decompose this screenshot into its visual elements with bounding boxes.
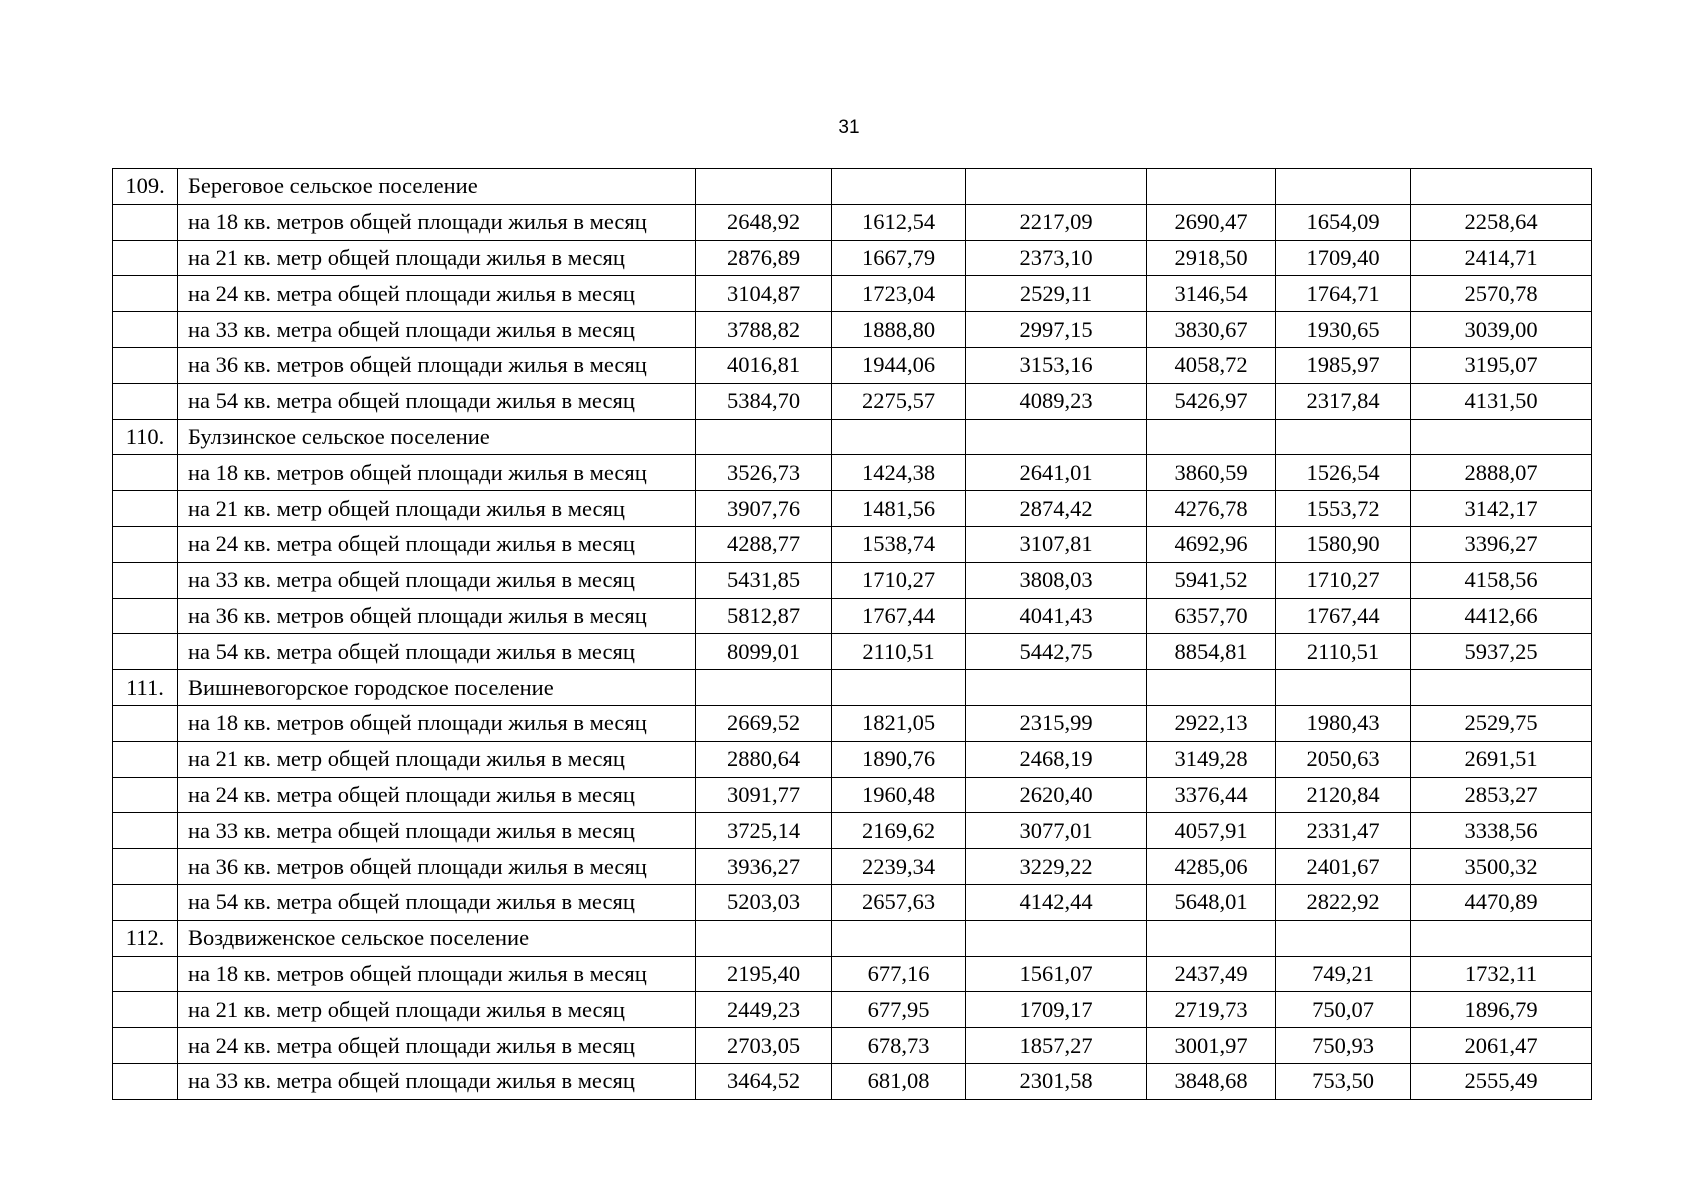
row-number xyxy=(113,849,178,885)
value-cell: 1561,07 xyxy=(966,956,1147,992)
value-cell: 677,16 xyxy=(832,956,966,992)
value-cell: 3338,56 xyxy=(1411,813,1592,849)
value-cell: 4470,89 xyxy=(1411,884,1592,920)
settlement-name: Булзинское сельское поселение xyxy=(178,419,696,455)
row-label: на 36 кв. метров общей площади жилья в месяц xyxy=(178,849,696,885)
value-cell: 2258,64 xyxy=(1411,204,1592,240)
row-label: на 54 кв. метра общей площади жилья в месяц xyxy=(178,383,696,419)
table-row xyxy=(113,813,1592,849)
table-row xyxy=(113,383,1592,419)
value-cell xyxy=(966,419,1147,455)
value-cell xyxy=(696,169,832,205)
value-cell: 1767,44 xyxy=(1276,598,1411,634)
value-cell xyxy=(1411,419,1592,455)
value-cell: 2317,84 xyxy=(1276,383,1411,419)
row-number xyxy=(113,634,178,670)
row-label: на 21 кв. метр общей площади жилья в месяц xyxy=(178,992,696,1028)
value-cell: 1960,48 xyxy=(832,777,966,813)
table-row xyxy=(113,312,1592,348)
row-number xyxy=(113,598,178,634)
value-cell: 2331,47 xyxy=(1276,813,1411,849)
value-cell: 5941,52 xyxy=(1147,562,1276,598)
value-cell: 2050,63 xyxy=(1276,741,1411,777)
value-cell: 1553,72 xyxy=(1276,491,1411,527)
settlement-row xyxy=(113,169,1592,205)
value-cell: 1764,71 xyxy=(1276,276,1411,312)
value-cell: 2853,27 xyxy=(1411,777,1592,813)
row-number xyxy=(113,204,178,240)
value-cell: 3500,32 xyxy=(1411,849,1592,885)
table-row xyxy=(113,455,1592,491)
value-cell: 2239,34 xyxy=(832,849,966,885)
value-cell: 2449,23 xyxy=(696,992,832,1028)
row-number xyxy=(113,813,178,849)
value-cell: 1709,17 xyxy=(966,992,1147,1028)
value-cell: 677,95 xyxy=(832,992,966,1028)
value-cell: 1980,43 xyxy=(1276,705,1411,741)
value-cell: 1930,65 xyxy=(1276,312,1411,348)
value-cell: 750,93 xyxy=(1276,1028,1411,1064)
value-cell: 2373,10 xyxy=(966,240,1147,276)
row-number xyxy=(113,1063,178,1099)
value-cell: 1732,11 xyxy=(1411,956,1592,992)
value-cell: 2110,51 xyxy=(832,634,966,670)
value-cell: 1767,44 xyxy=(832,598,966,634)
table-row xyxy=(113,1028,1592,1064)
value-cell: 4057,91 xyxy=(1147,813,1276,849)
row-number xyxy=(113,312,178,348)
value-cell xyxy=(1411,920,1592,956)
value-cell: 1710,27 xyxy=(1276,562,1411,598)
value-cell xyxy=(966,920,1147,956)
row-label: на 54 кв. метра общей площади жилья в месяц xyxy=(178,634,696,670)
value-cell: 2880,64 xyxy=(696,741,832,777)
value-cell: 2620,40 xyxy=(966,777,1147,813)
settlement-row xyxy=(113,920,1592,956)
row-label: на 24 кв. метра общей площади жилья в месяц xyxy=(178,1028,696,1064)
value-cell: 2275,57 xyxy=(832,383,966,419)
row-number xyxy=(113,1028,178,1064)
table-row xyxy=(113,240,1592,276)
value-cell: 5812,87 xyxy=(696,598,832,634)
value-cell: 3104,87 xyxy=(696,276,832,312)
row-label: на 36 кв. метров общей площади жилья в месяц xyxy=(178,347,696,383)
value-cell: 2719,73 xyxy=(1147,992,1276,1028)
value-cell: 5431,85 xyxy=(696,562,832,598)
row-label: на 18 кв. метров общей площади жилья в месяц xyxy=(178,705,696,741)
table-row xyxy=(113,526,1592,562)
value-cell: 2570,78 xyxy=(1411,276,1592,312)
row-label: на 54 кв. метра общей площади жилья в месяц xyxy=(178,884,696,920)
value-cell xyxy=(832,419,966,455)
row-label: на 18 кв. метров общей площади жилья в месяц xyxy=(178,204,696,240)
value-cell: 3146,54 xyxy=(1147,276,1276,312)
value-cell xyxy=(1147,670,1276,706)
table-body xyxy=(113,169,1592,1100)
value-cell xyxy=(1276,419,1411,455)
value-cell: 3091,77 xyxy=(696,777,832,813)
row-number xyxy=(113,455,178,491)
value-cell xyxy=(832,169,966,205)
value-cell: 4412,66 xyxy=(1411,598,1592,634)
table-row xyxy=(113,777,1592,813)
table-row xyxy=(113,849,1592,885)
settlement-name: Вишневогорское городское поселение xyxy=(178,670,696,706)
tariff-table xyxy=(112,168,1592,1100)
row-number xyxy=(113,884,178,920)
row-number xyxy=(113,956,178,992)
table-row xyxy=(113,992,1592,1028)
value-cell: 5648,01 xyxy=(1147,884,1276,920)
value-cell: 2315,99 xyxy=(966,705,1147,741)
value-cell: 2691,51 xyxy=(1411,741,1592,777)
value-cell xyxy=(696,670,832,706)
value-cell: 6357,70 xyxy=(1147,598,1276,634)
row-number xyxy=(113,777,178,813)
value-cell: 3936,27 xyxy=(696,849,832,885)
value-cell xyxy=(1147,419,1276,455)
row-label: на 24 кв. метра общей площади жилья в месяц xyxy=(178,526,696,562)
row-number xyxy=(113,276,178,312)
value-cell: 3376,44 xyxy=(1147,777,1276,813)
value-cell: 2641,01 xyxy=(966,455,1147,491)
value-cell: 8099,01 xyxy=(696,634,832,670)
value-cell xyxy=(696,920,832,956)
value-cell: 750,07 xyxy=(1276,992,1411,1028)
row-number: 112. xyxy=(113,920,178,956)
row-label: на 21 кв. метр общей площади жилья в месяц xyxy=(178,240,696,276)
value-cell xyxy=(1147,169,1276,205)
value-cell: 3229,22 xyxy=(966,849,1147,885)
value-cell: 3848,68 xyxy=(1147,1063,1276,1099)
value-cell: 2217,09 xyxy=(966,204,1147,240)
value-cell: 681,08 xyxy=(832,1063,966,1099)
value-cell: 3526,73 xyxy=(696,455,832,491)
table-row xyxy=(113,598,1592,634)
value-cell xyxy=(1411,670,1592,706)
value-cell: 4016,81 xyxy=(696,347,832,383)
row-number xyxy=(113,705,178,741)
row-number xyxy=(113,741,178,777)
value-cell: 3725,14 xyxy=(696,813,832,849)
value-cell xyxy=(696,419,832,455)
value-cell xyxy=(832,920,966,956)
value-cell: 1710,27 xyxy=(832,562,966,598)
value-cell: 753,50 xyxy=(1276,1063,1411,1099)
value-cell: 2555,49 xyxy=(1411,1063,1592,1099)
value-cell: 5442,75 xyxy=(966,634,1147,670)
value-cell: 3195,07 xyxy=(1411,347,1592,383)
row-number xyxy=(113,347,178,383)
value-cell: 2414,71 xyxy=(1411,240,1592,276)
value-cell: 3153,16 xyxy=(966,347,1147,383)
row-label: на 18 кв. метров общей площади жилья в месяц xyxy=(178,455,696,491)
value-cell: 2669,52 xyxy=(696,705,832,741)
value-cell: 1896,79 xyxy=(1411,992,1592,1028)
value-cell: 4158,56 xyxy=(1411,562,1592,598)
value-cell: 2690,47 xyxy=(1147,204,1276,240)
value-cell: 2922,13 xyxy=(1147,705,1276,741)
table-row xyxy=(113,204,1592,240)
value-cell: 3907,76 xyxy=(696,491,832,527)
value-cell: 3860,59 xyxy=(1147,455,1276,491)
value-cell: 4276,78 xyxy=(1147,491,1276,527)
row-label: на 24 кв. метра общей площади жилья в месяц xyxy=(178,276,696,312)
table-row xyxy=(113,562,1592,598)
value-cell: 2876,89 xyxy=(696,240,832,276)
value-cell: 8854,81 xyxy=(1147,634,1276,670)
value-cell: 1857,27 xyxy=(966,1028,1147,1064)
table-row xyxy=(113,884,1592,920)
value-cell: 1709,40 xyxy=(1276,240,1411,276)
row-number: 110. xyxy=(113,419,178,455)
value-cell: 3808,03 xyxy=(966,562,1147,598)
value-cell: 2061,47 xyxy=(1411,1028,1592,1064)
value-cell: 1944,06 xyxy=(832,347,966,383)
table-row xyxy=(113,741,1592,777)
settlement-row xyxy=(113,419,1592,455)
value-cell xyxy=(832,670,966,706)
value-cell: 5384,70 xyxy=(696,383,832,419)
value-cell: 1612,54 xyxy=(832,204,966,240)
value-cell: 2529,75 xyxy=(1411,705,1592,741)
value-cell: 4288,77 xyxy=(696,526,832,562)
value-cell: 1424,38 xyxy=(832,455,966,491)
value-cell: 1723,04 xyxy=(832,276,966,312)
value-cell: 2888,07 xyxy=(1411,455,1592,491)
value-cell: 749,21 xyxy=(1276,956,1411,992)
value-cell: 5426,97 xyxy=(1147,383,1276,419)
value-cell: 2874,42 xyxy=(966,491,1147,527)
value-cell: 1481,56 xyxy=(832,491,966,527)
value-cell xyxy=(1276,920,1411,956)
row-number xyxy=(113,526,178,562)
row-number xyxy=(113,240,178,276)
row-label: на 24 кв. метра общей площади жилья в месяц xyxy=(178,777,696,813)
value-cell: 1526,54 xyxy=(1276,455,1411,491)
value-cell xyxy=(1276,670,1411,706)
value-cell: 3001,97 xyxy=(1147,1028,1276,1064)
value-cell: 3396,27 xyxy=(1411,526,1592,562)
row-number: 109. xyxy=(113,169,178,205)
value-cell: 3142,17 xyxy=(1411,491,1592,527)
value-cell: 4142,44 xyxy=(966,884,1147,920)
row-label: на 33 кв. метра общей площади жилья в месяц xyxy=(178,312,696,348)
value-cell: 678,73 xyxy=(832,1028,966,1064)
value-cell: 2918,50 xyxy=(1147,240,1276,276)
value-cell: 1888,80 xyxy=(832,312,966,348)
value-cell: 2169,62 xyxy=(832,813,966,849)
value-cell: 1580,90 xyxy=(1276,526,1411,562)
value-cell: 2195,40 xyxy=(696,956,832,992)
value-cell: 2648,92 xyxy=(696,204,832,240)
value-cell: 2301,58 xyxy=(966,1063,1147,1099)
row-label: на 33 кв. метра общей площади жилья в месяц xyxy=(178,1063,696,1099)
value-cell: 2110,51 xyxy=(1276,634,1411,670)
value-cell: 2822,92 xyxy=(1276,884,1411,920)
value-cell: 3464,52 xyxy=(696,1063,832,1099)
value-cell xyxy=(1147,920,1276,956)
value-cell: 2468,19 xyxy=(966,741,1147,777)
table-row xyxy=(113,347,1592,383)
row-number xyxy=(113,992,178,1028)
value-cell: 1821,05 xyxy=(832,705,966,741)
settlement-name: Береговое сельское поселение xyxy=(178,169,696,205)
page-number: 31 xyxy=(838,117,860,138)
value-cell: 1985,97 xyxy=(1276,347,1411,383)
row-number xyxy=(113,491,178,527)
value-cell: 3830,67 xyxy=(1147,312,1276,348)
settlement-row xyxy=(113,670,1592,706)
value-cell: 1667,79 xyxy=(832,240,966,276)
row-label: на 21 кв. метр общей площади жилья в месяц xyxy=(178,741,696,777)
row-label: на 21 кв. метр общей площади жилья в месяц xyxy=(178,491,696,527)
row-label: на 33 кв. метра общей площади жилья в месяц xyxy=(178,562,696,598)
row-label: на 33 кв. метра общей площади жилья в месяц xyxy=(178,813,696,849)
row-label: на 36 кв. метров общей площади жилья в месяц xyxy=(178,598,696,634)
value-cell: 4041,43 xyxy=(966,598,1147,634)
row-label: на 18 кв. метров общей площади жилья в месяц xyxy=(178,956,696,992)
settlement-name: Воздвиженское сельское поселение xyxy=(178,920,696,956)
value-cell: 4131,50 xyxy=(1411,383,1592,419)
value-cell xyxy=(966,670,1147,706)
value-cell: 5937,25 xyxy=(1411,634,1592,670)
value-cell: 2703,05 xyxy=(696,1028,832,1064)
value-cell: 3077,01 xyxy=(966,813,1147,849)
row-number xyxy=(113,383,178,419)
value-cell: 3039,00 xyxy=(1411,312,1592,348)
table-row xyxy=(113,705,1592,741)
row-number xyxy=(113,562,178,598)
value-cell: 4285,06 xyxy=(1147,849,1276,885)
value-cell: 2437,49 xyxy=(1147,956,1276,992)
value-cell: 5203,03 xyxy=(696,884,832,920)
table-row xyxy=(113,491,1592,527)
value-cell: 3107,81 xyxy=(966,526,1147,562)
value-cell: 1538,74 xyxy=(832,526,966,562)
table-row xyxy=(113,634,1592,670)
value-cell: 4058,72 xyxy=(1147,347,1276,383)
value-cell: 2529,11 xyxy=(966,276,1147,312)
row-number: 111. xyxy=(113,670,178,706)
value-cell xyxy=(1276,169,1411,205)
value-cell: 4692,96 xyxy=(1147,526,1276,562)
value-cell: 1890,76 xyxy=(832,741,966,777)
value-cell: 3149,28 xyxy=(1147,741,1276,777)
value-cell: 2657,63 xyxy=(832,884,966,920)
value-cell xyxy=(1411,169,1592,205)
value-cell: 4089,23 xyxy=(966,383,1147,419)
table-row xyxy=(113,276,1592,312)
table-row xyxy=(113,1063,1592,1099)
table-row xyxy=(113,956,1592,992)
value-cell: 2120,84 xyxy=(1276,777,1411,813)
value-cell: 2401,67 xyxy=(1276,849,1411,885)
value-cell xyxy=(966,169,1147,205)
value-cell: 1654,09 xyxy=(1276,204,1411,240)
value-cell: 2997,15 xyxy=(966,312,1147,348)
value-cell: 3788,82 xyxy=(696,312,832,348)
